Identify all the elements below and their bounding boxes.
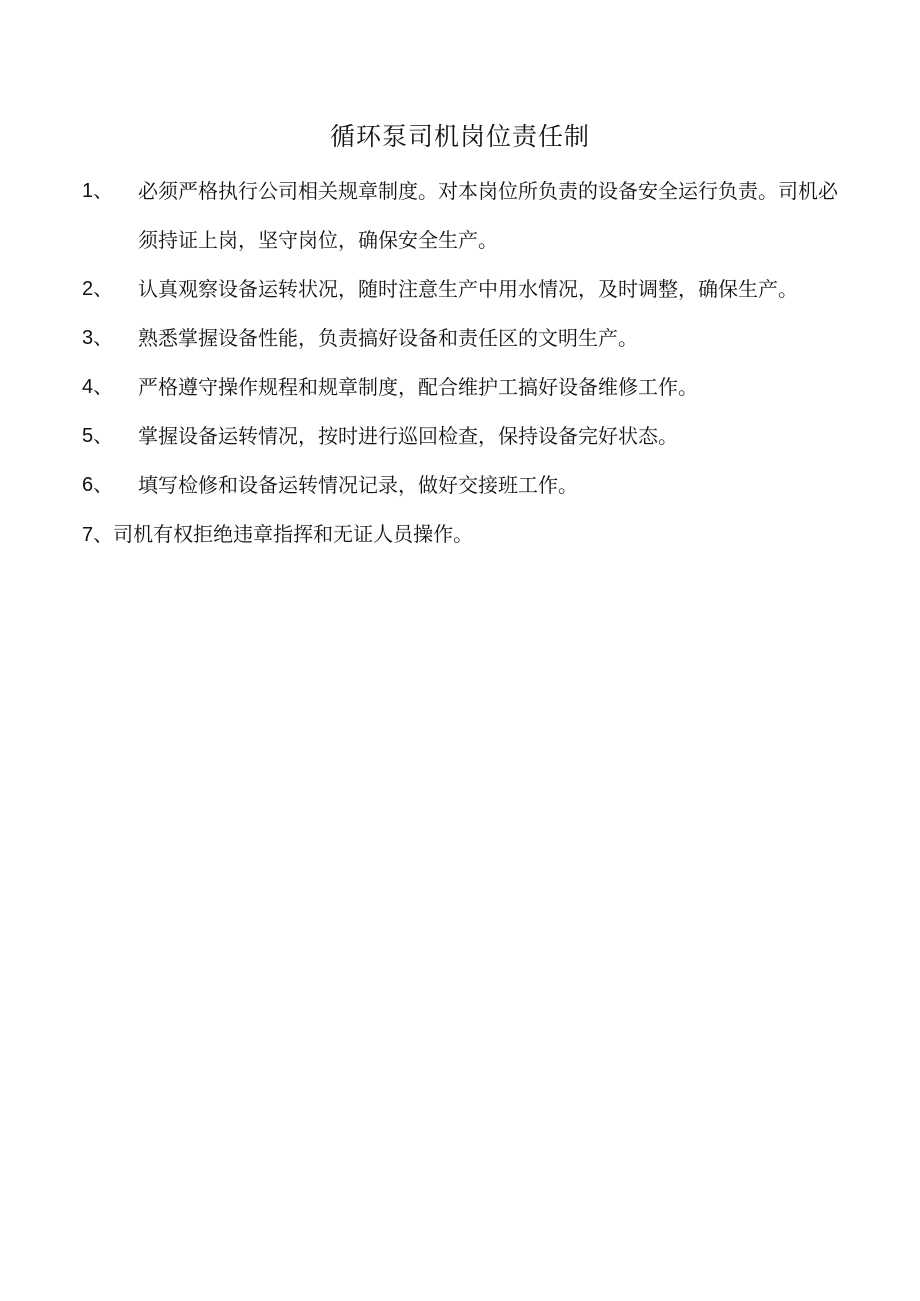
item-text: 掌握设备运转情况，按时进行巡回检查，保持设备完好状态。 — [138, 424, 678, 448]
responsibility-list — [0, 167, 920, 560]
item-number: 5、 — [82, 425, 114, 447]
item-number: 1、 — [82, 180, 114, 202]
item-number: 6、 — [82, 474, 114, 496]
list-item — [0, 265, 920, 314]
item-text: 严格遵守操作规程和规章制度，配合维护工搞好设备维修工作。 — [138, 375, 698, 399]
list-item — [0, 461, 920, 510]
list-item — [0, 167, 920, 265]
list-item — [0, 363, 920, 412]
document-title: 循环泵司机岗位责任制 — [329, 122, 590, 151]
list-item — [0, 412, 920, 461]
list-item — [0, 314, 920, 363]
item-text: 认真观察设备运转状况，随时注意生产中用水情况，及时调整，确保生产。 — [138, 277, 798, 301]
item-text: 司机有权拒绝违章指挥和无证人员操作。 — [113, 522, 474, 546]
item-text: 熟悉掌握设备性能，负责搞好设备和责任区的文明生产。 — [138, 326, 638, 350]
list-item — [0, 510, 920, 560]
item-number: 7、 — [82, 524, 114, 546]
item-number: 2、 — [82, 278, 114, 300]
item-text: 必须严格执行公司相关规章制度。对本岗位所负责的设备安全运行负责。司机必须持证上岗，坚守岗位，确保安全生产。 — [138, 179, 838, 252]
item-number: 3、 — [82, 327, 114, 349]
item-text: 填写检修和设备运转情况记录，做好交接班工作。 — [138, 473, 578, 497]
item-number: 4、 — [82, 376, 114, 398]
